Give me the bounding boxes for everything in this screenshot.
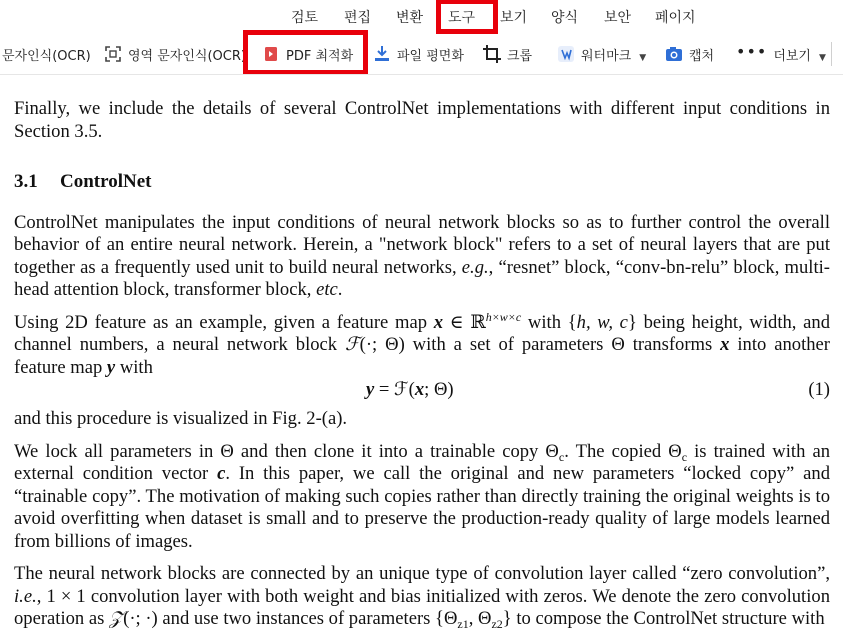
document-page [14,98,830,631]
menu-bar [0,0,843,34]
section-heading [14,171,830,194]
watermark-label: 워터마크 [581,48,632,64]
crop-label: 크롭 [507,48,533,64]
watermark-dropdown-icon[interactable]: ▼ [639,53,647,63]
menu-security[interactable]: 보안 [604,10,632,26]
pdf-optimize-label: PDF 최적화 [286,48,354,64]
crop-button[interactable] [483,43,532,65]
flatten-icon [373,45,391,63]
flatten-label: 파일 평면화 [397,48,464,64]
watermark-button[interactable] [557,43,646,65]
ocr-button[interactable] [2,43,91,65]
paragraph-zero-conv: The neural network blocks are connected by an unique type of convolution layer called “zero convolution”, i.e., 1 × 1 convolution layer with both weight and bias initialized with zeros. We denote the zero convolution operation as 𝒵(·; ·) and use two instances of parameters {$\Theta_{z1}$, $\Theta_{z2}$} to compose the ControlNet structure with [14,563,830,631]
menu-edit[interactable]: 편집 [344,10,372,26]
section-title: ControlNet [60,171,152,192]
menu-view[interactable]: 보기 [500,10,528,26]
menu-convert[interactable]: 변환 [396,10,424,26]
section-number: 3.1 [14,171,38,192]
pdf-optimize-highlight [243,30,368,75]
capture-button[interactable] [665,43,714,65]
camera-icon [665,45,683,63]
menu-tools[interactable]: 도구 [448,10,476,26]
intro-paragraph: Finally, we include the details of several ControlNet implementations with different input conditions in Section 3.5. [14,98,830,142]
area-ocr-icon [104,45,122,63]
equation-1 [14,379,830,403]
tool-row [0,34,843,74]
capture-label: 캡처 [689,48,715,64]
paragraph-feature-map: Using 2D feature as an example, given a feature map x ∈ ℝ$^{h\times w\times c}$ with {h, w, c} being height, width, and channel numbers, a neural network block ℱ(·; Θ) with a set of parameters Θ transforms x into another feature map y with [14,309,830,378]
flatten-button[interactable] [373,43,464,65]
menu-page[interactable]: 페이지 [655,10,696,26]
more-dropdown-icon[interactable]: ▼ [819,53,826,63]
crop-icon [483,45,501,63]
area-ocr-label: 영역 문자인식(OCR) [128,48,246,64]
equation-number: (1) [808,379,830,400]
equation-body: y = ℱ(x; Θ) [366,379,454,400]
active-tab-highlight [436,0,498,34]
area-ocr-button[interactable] [104,43,246,65]
paragraph-fig-ref: and this procedure is visualized in Fig. 2-(a). [14,408,348,429]
toolbar-separator [831,42,832,66]
watermark-icon [557,45,575,63]
more-button[interactable] [736,43,826,65]
menu-form[interactable]: 양식 [551,10,579,26]
more-label: 더보기 [773,48,811,64]
ocr-label: 문자인식(OCR) [2,48,91,64]
paragraph-controlnet-intro: ControlNet manipulates the input conditions of neural network blocks so as to further control the overall behavior of an entire neural network. Herein, a "network block" refers to a set of neural layers that are put together as a frequently used unit to build neural networks, e.g., “resnet” block, “conv-bn-relu” block, multi-head attention block, transformer block, etc. [14,211,830,300]
paragraph-lock-params: We lock all parameters in Θ and then clone it into a trainable copy $\Theta_c$. The copied $\Theta_c$ is trained with an external condition vector c. In this paper, we call the original and new parameters “locked copy” and “trainable copy”. The motivation of making such copies rather than directly training the original weights is to avoid overfitting when dataset is small and to preserve the production-ready quality of large models learned from billions of images. [14,440,831,552]
menu-review[interactable]: 검토 [291,10,319,26]
more-dots-icon: ••• [736,41,768,61]
toolbar-divider [0,74,843,75]
